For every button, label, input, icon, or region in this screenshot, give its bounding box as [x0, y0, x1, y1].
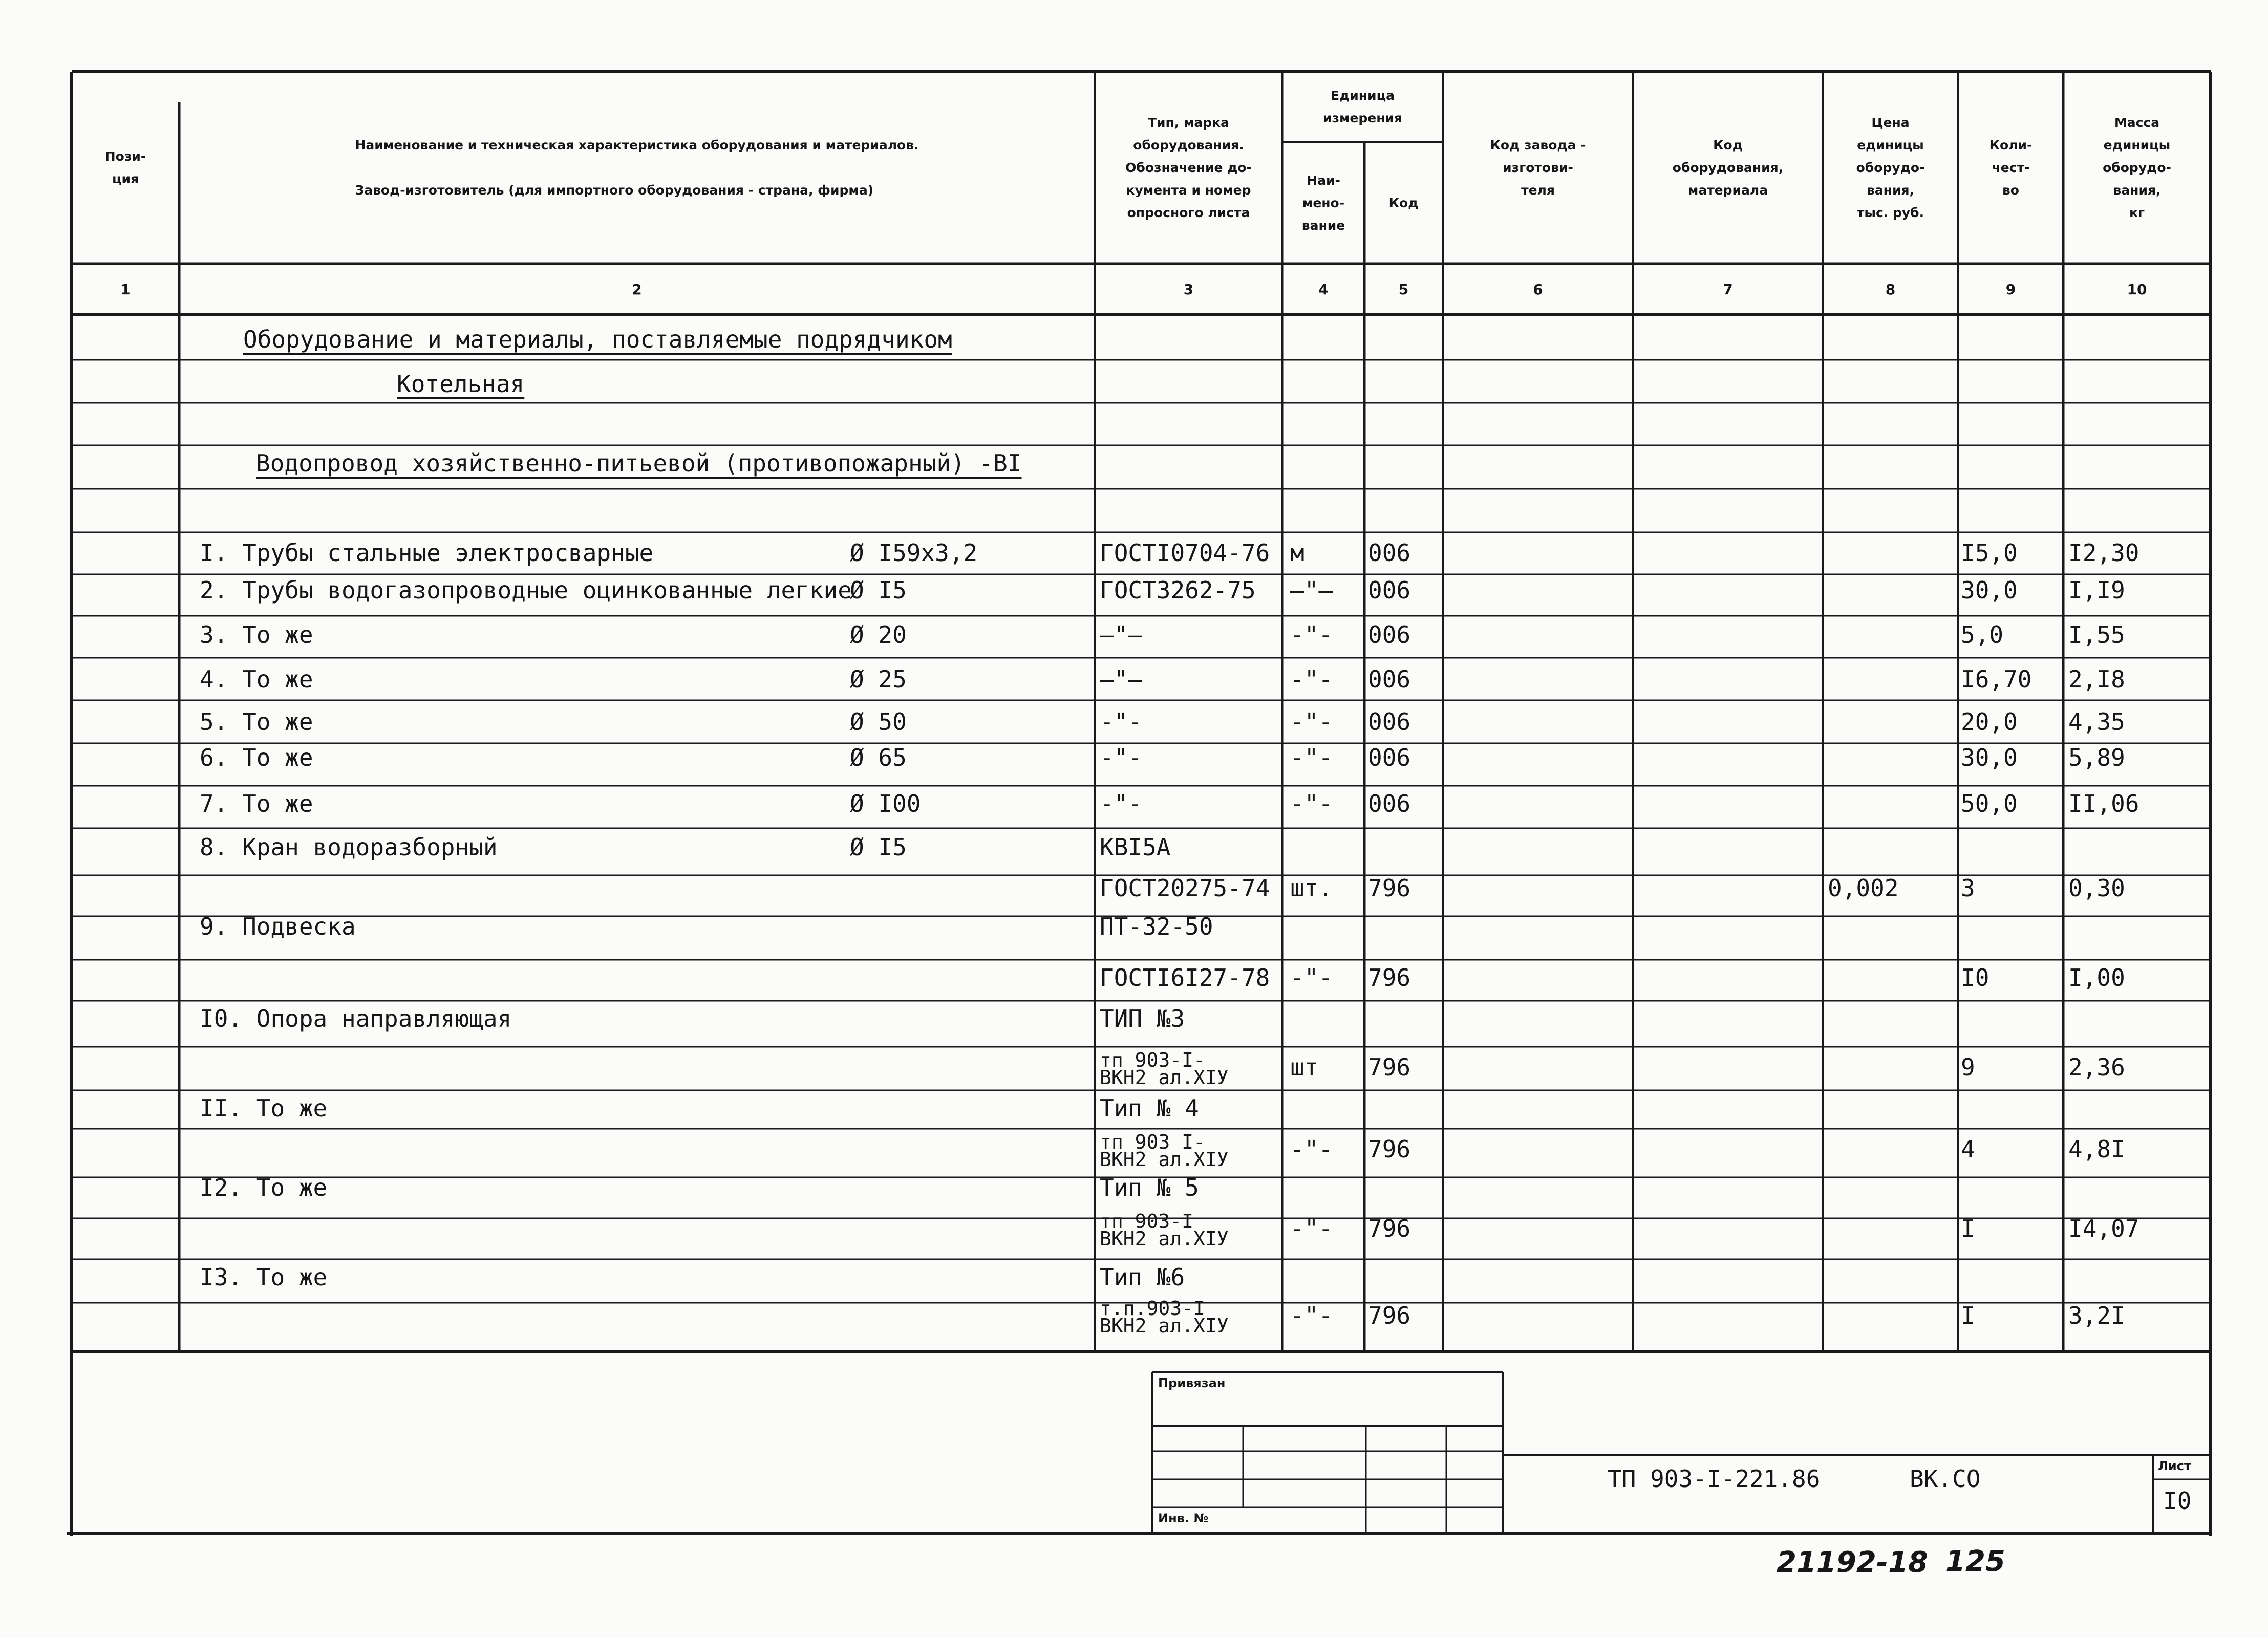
row-document: Тип № 5 — [1100, 1174, 1199, 1201]
table-row — [72, 704, 2209, 740]
row-quantity: 50,0 — [1961, 790, 2018, 817]
row-name: 5. То же — [200, 708, 313, 736]
table-row — [72, 909, 2209, 944]
document-mark: ВК.СО — [1910, 1465, 1981, 1493]
row-mass: I,55 — [2068, 621, 2125, 649]
table-row — [72, 829, 2209, 865]
row-unit: -"- — [1290, 964, 1333, 992]
row-diameter: Ø 25 — [850, 665, 907, 693]
row-mass: 2,36 — [2068, 1053, 2125, 1081]
row-price: 0,002 — [1828, 874, 1899, 902]
row-unit-code: 006 — [1368, 708, 1411, 736]
sheet-label: Лист — [2158, 1459, 2191, 1473]
row-unit: -"- — [1290, 1215, 1333, 1242]
table-row — [72, 786, 2209, 822]
section-heading: Оборудование и материалы, поставляемые подрядчиком — [243, 326, 952, 353]
row-unit-code: 006 — [1368, 790, 1411, 817]
row-name: 4. То же — [200, 665, 313, 693]
page-number: 125 — [1945, 1545, 2005, 1578]
col-number: 7 — [1723, 281, 1733, 298]
row-document: ГОСТI6I27-78 — [1100, 964, 1270, 992]
section-heading-row — [72, 366, 2209, 402]
table-row — [72, 661, 2209, 697]
row-document: ГОСТI0704-76 — [1100, 539, 1270, 567]
table-row — [72, 1049, 2209, 1089]
col-number: 10 — [2127, 281, 2147, 298]
row-name: 9. Подвеска — [200, 913, 356, 940]
row-unit: -"- — [1290, 744, 1333, 771]
row-name: I2. То же — [200, 1174, 328, 1201]
row-mass: I,I9 — [2068, 576, 2125, 604]
row-mass: 2,I8 — [2068, 665, 2125, 693]
row-quantity: I — [1961, 1302, 1975, 1329]
table-row — [72, 1297, 2209, 1337]
row-name: 6. То же — [200, 744, 313, 771]
row-unit-code: 796 — [1368, 1215, 1411, 1242]
row-unit: -"- — [1290, 708, 1333, 736]
row-quantity: 5,0 — [1961, 621, 2004, 649]
row-quantity: 30,0 — [1961, 744, 2018, 771]
row-name: I3. То же — [200, 1263, 328, 1291]
table-row — [72, 1170, 2209, 1205]
row-diameter: Ø I00 — [850, 790, 921, 817]
header-quantity: Коли- чест- во — [1989, 137, 2032, 198]
document-code: ТП 903-I-221.86 — [1608, 1465, 1821, 1493]
row-mass: 4,8I — [2068, 1135, 2125, 1163]
row-diameter: Ø 20 — [850, 621, 907, 649]
row-document: -"- — [1100, 790, 1143, 817]
row-quantity: I — [1961, 1215, 1975, 1242]
row-quantity: 9 — [1961, 1053, 1975, 1081]
col-number: 3 — [1183, 281, 1194, 298]
header-equipment-code: Код оборудования, материала — [1672, 137, 1784, 198]
row-unit-code: 796 — [1368, 874, 1411, 902]
header-factory-code: Код завода - изготови- теля — [1490, 137, 1586, 198]
row-unit: шт — [1290, 1053, 1319, 1081]
row-mass: I2,30 — [2068, 539, 2139, 567]
column-numbers-row — [72, 264, 2209, 315]
header-name: Наименование и техническая характеристика оборудования и материалов. Завод-изготовитель (для импортного оборудования - страна, фирма) — [355, 137, 919, 198]
row-document: —"— — [1100, 665, 1143, 693]
table-row — [72, 1210, 2209, 1250]
row-unit-code: 006 — [1368, 744, 1411, 771]
row-unit: шт. — [1290, 874, 1333, 902]
row-unit-code: 796 — [1368, 1135, 1411, 1163]
row-unit: -"- — [1290, 790, 1333, 817]
table-row — [72, 617, 2209, 653]
table-row — [72, 1001, 2209, 1037]
header-position: Пози- ция — [104, 148, 146, 186]
table-row — [72, 1131, 2209, 1171]
header-unit-name: Наи- мено- вание — [1301, 173, 1345, 233]
row-name: 3. То же — [200, 621, 313, 649]
row-document: КВI5А — [1100, 833, 1171, 861]
row-quantity: 20,0 — [1961, 708, 2018, 736]
table-row — [72, 1090, 2209, 1126]
row-mass: 5,89 — [2068, 744, 2125, 771]
table-row — [72, 870, 2209, 906]
row-unit: -"- — [1290, 1135, 1333, 1163]
row-unit-code: 006 — [1368, 539, 1411, 567]
table-header — [72, 72, 2209, 264]
row-quantity: 30,0 — [1961, 576, 2018, 604]
row-document: тп 903-I ВКН2 ал.XIУ — [1100, 1210, 1229, 1250]
row-quantity: I5,0 — [1961, 539, 2018, 567]
table-row — [72, 1259, 2209, 1295]
table-row — [72, 740, 2209, 775]
row-document: ГОСТ3262-75 — [1100, 576, 1256, 604]
section-heading-row — [72, 321, 2209, 357]
col-number: 5 — [1398, 281, 1409, 298]
row-name: II. То же — [200, 1094, 328, 1122]
row-document: Тип № 4 — [1100, 1094, 1199, 1122]
section-heading: Котельная — [397, 370, 525, 398]
row-diameter: Ø 65 — [850, 744, 907, 771]
header-unit-group: Единица измерения — [1322, 88, 1403, 125]
row-document: тп 903 I- ВКН2 ал.XIУ — [1100, 1131, 1229, 1171]
col-number: 2 — [632, 281, 642, 298]
header-unit-code: Код — [1388, 195, 1419, 210]
row-name: 7. То же — [200, 790, 313, 817]
row-unit-code: 006 — [1368, 621, 1411, 649]
row-mass: 4,35 — [2068, 708, 2125, 736]
row-name: I. Трубы стальные электросварные — [200, 539, 654, 567]
sheet-number: I0 — [2163, 1487, 2192, 1515]
col-number: 1 — [120, 281, 131, 298]
row-unit: м — [1290, 539, 1304, 567]
row-mass: 3,2I — [2068, 1302, 2125, 1329]
row-unit: —"— — [1290, 576, 1333, 604]
row-document: тп 903-I- ВКН2 ал.XIУ — [1100, 1049, 1229, 1089]
row-unit: -"- — [1290, 1302, 1333, 1329]
row-document: -"- — [1100, 708, 1143, 736]
row-unit: -"- — [1290, 621, 1333, 649]
row-quantity: I0 — [1961, 964, 1989, 992]
col-number: 4 — [1318, 281, 1329, 298]
row-quantity: 3 — [1961, 874, 1975, 902]
row-diameter: Ø 50 — [850, 708, 907, 736]
row-document: Тип №6 — [1100, 1263, 1185, 1291]
row-document: -"- — [1100, 744, 1143, 771]
table-row — [72, 535, 2209, 571]
row-unit-code: 796 — [1368, 1302, 1411, 1329]
row-quantity: 4 — [1961, 1135, 1975, 1163]
header-price: Цена единицы оборудо- вания, тыс. руб. — [1856, 115, 1925, 220]
row-diameter: Ø I5 — [850, 833, 907, 861]
row-unit-code: 796 — [1368, 964, 1411, 992]
row-mass: I,00 — [2068, 964, 2125, 992]
row-document: ГОСТ20275-74 — [1100, 874, 1270, 902]
row-name: I0. Опора направляющая — [200, 1005, 512, 1032]
row-mass: II,06 — [2068, 790, 2139, 817]
row-mass: I4,07 — [2068, 1215, 2139, 1242]
row-document: т.п.903-I ВКН2 ал.XIУ — [1100, 1297, 1229, 1337]
archive-number: 21192-18 — [1777, 1546, 1928, 1579]
table-row — [72, 960, 2209, 996]
stamp-attached-label: Привязан — [1158, 1376, 1226, 1390]
header-type: Тип, марка оборудования. Обозначение до- кумента и номер опросного листа — [1125, 115, 1252, 220]
header-mass: Масса единицы оборудо- вания, кг — [2103, 115, 2171, 220]
section-heading-row — [72, 445, 2209, 481]
row-mass: 0,30 — [2068, 874, 2125, 902]
row-document: —"— — [1100, 621, 1143, 649]
row-name: 8. Кран водоразборный — [200, 833, 498, 861]
row-unit: -"- — [1290, 665, 1333, 693]
row-diameter: Ø I59x3,2 — [850, 539, 978, 567]
col-number: 6 — [1533, 281, 1543, 298]
row-unit-code: 006 — [1368, 665, 1411, 693]
section-heading: Водопровод хозяйственно-питьевой (противопожарный) -BI — [256, 449, 1022, 477]
col-number: 9 — [2005, 281, 2016, 298]
col-number: 8 — [1885, 281, 1896, 298]
row-unit-code: 796 — [1368, 1053, 1411, 1081]
row-unit-code: 006 — [1368, 576, 1411, 604]
row-document: ПТ-32-50 — [1100, 913, 1213, 940]
stamp-inventory-label: Инв. № — [1158, 1511, 1209, 1525]
row-name: 2. Трубы водогазопроводные оцинкованные легкие — [200, 576, 852, 604]
table-row — [72, 572, 2209, 608]
row-diameter: Ø I5 — [850, 576, 907, 604]
row-quantity: I6,70 — [1961, 665, 2032, 693]
row-document: ТИП №3 — [1100, 1005, 1185, 1032]
